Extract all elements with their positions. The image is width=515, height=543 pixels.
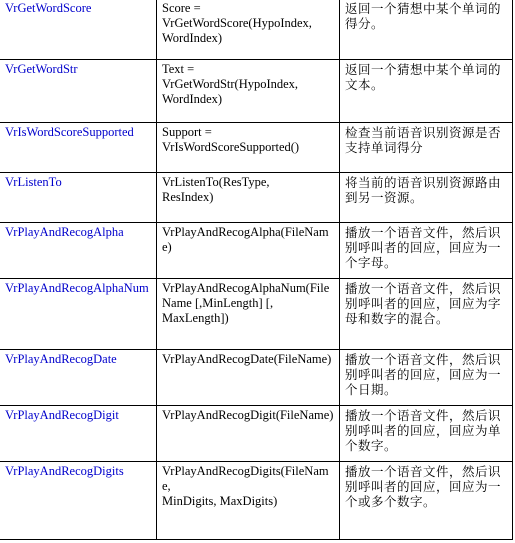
function-description: 播放一个语音文件，然后识别呼叫者的回应，回应为一个日期。: [340, 350, 513, 406]
table-row: [0, 0, 513, 60]
function-description: 返回一个猜想中某个单词的得分。: [340, 0, 513, 60]
function-syntax: VrPlayAndRecogDigit(FileName): [157, 406, 340, 462]
table-row: [0, 350, 513, 406]
function-name-link[interactable]: VrPlayAndRecogAlpha: [5, 225, 124, 239]
table-row: [0, 173, 513, 223]
function-name-link[interactable]: VrGetWordStr: [5, 62, 78, 76]
function-name-link[interactable]: VrListenTo: [5, 175, 62, 189]
table-row: [0, 279, 513, 350]
function-syntax: VrPlayAndRecogAlpha(FileName): [157, 223, 340, 279]
function-description: 将当前的语音识别资源路由到另一资源。: [340, 173, 513, 223]
function-syntax: Support = VrIsWordScoreSupported(): [157, 123, 340, 173]
function-syntax: VrListenTo(ResType, ResIndex): [157, 173, 340, 223]
function-name-cell: [0, 60, 157, 123]
function-name-link[interactable]: VrPlayAndRecogDate: [5, 352, 117, 366]
function-name-link[interactable]: VrIsWordScoreSupported: [5, 125, 134, 139]
function-name-cell: [0, 279, 157, 350]
table-row: [0, 406, 513, 462]
function-name-cell: [0, 123, 157, 173]
function-name-cell: [0, 223, 157, 279]
function-description: 播放一个语音文件，然后识别呼叫者的回应，回应为一个或多个数字。: [340, 462, 513, 540]
function-name-cell: [0, 173, 157, 223]
function-syntax: Text = VrGetWordStr(HypoIndex, WordIndex): [157, 60, 340, 123]
function-syntax: VrPlayAndRecogDate(FileName): [157, 350, 340, 406]
function-name-link[interactable]: VrGetWordScore: [5, 1, 92, 15]
function-name-cell: [0, 406, 157, 462]
function-description: 播放一个语音文件，然后识别呼叫者的回应，回应为一个字母。: [340, 223, 513, 279]
function-description: 返回一个猜想中某个单词的文本。: [340, 60, 513, 123]
function-description: 播放一个语音文件，然后识别呼叫者的回应，回应为字母和数字的混合。: [340, 279, 513, 350]
function-name-cell: [0, 350, 157, 406]
function-syntax: VrPlayAndRecogDigits(FileName, MinDigits, MaxDigits): [157, 462, 340, 540]
function-name-link[interactable]: VrPlayAndRecogDigits: [5, 464, 124, 478]
function-description: 播放一个语音文件，然后识别呼叫者的回应，回应为单个数字。: [340, 406, 513, 462]
function-name-link[interactable]: VrPlayAndRecogDigit: [5, 408, 119, 422]
function-name-cell: [0, 0, 157, 60]
function-description: 检查当前语音识别资源是否支持单词得分: [340, 123, 513, 173]
table-row: [0, 223, 513, 279]
function-syntax: Score = VrGetWordScore(HypoIndex, WordIndex): [157, 0, 340, 60]
function-name-cell: [0, 462, 157, 540]
function-name-link[interactable]: VrPlayAndRecogAlphaNum: [5, 281, 149, 295]
function-syntax: VrPlayAndRecogAlphaNum(FileName [,MinLength] [, MaxLength]): [157, 279, 340, 350]
table-row: [0, 123, 513, 173]
table-row: [0, 60, 513, 123]
table-row: [0, 462, 513, 540]
